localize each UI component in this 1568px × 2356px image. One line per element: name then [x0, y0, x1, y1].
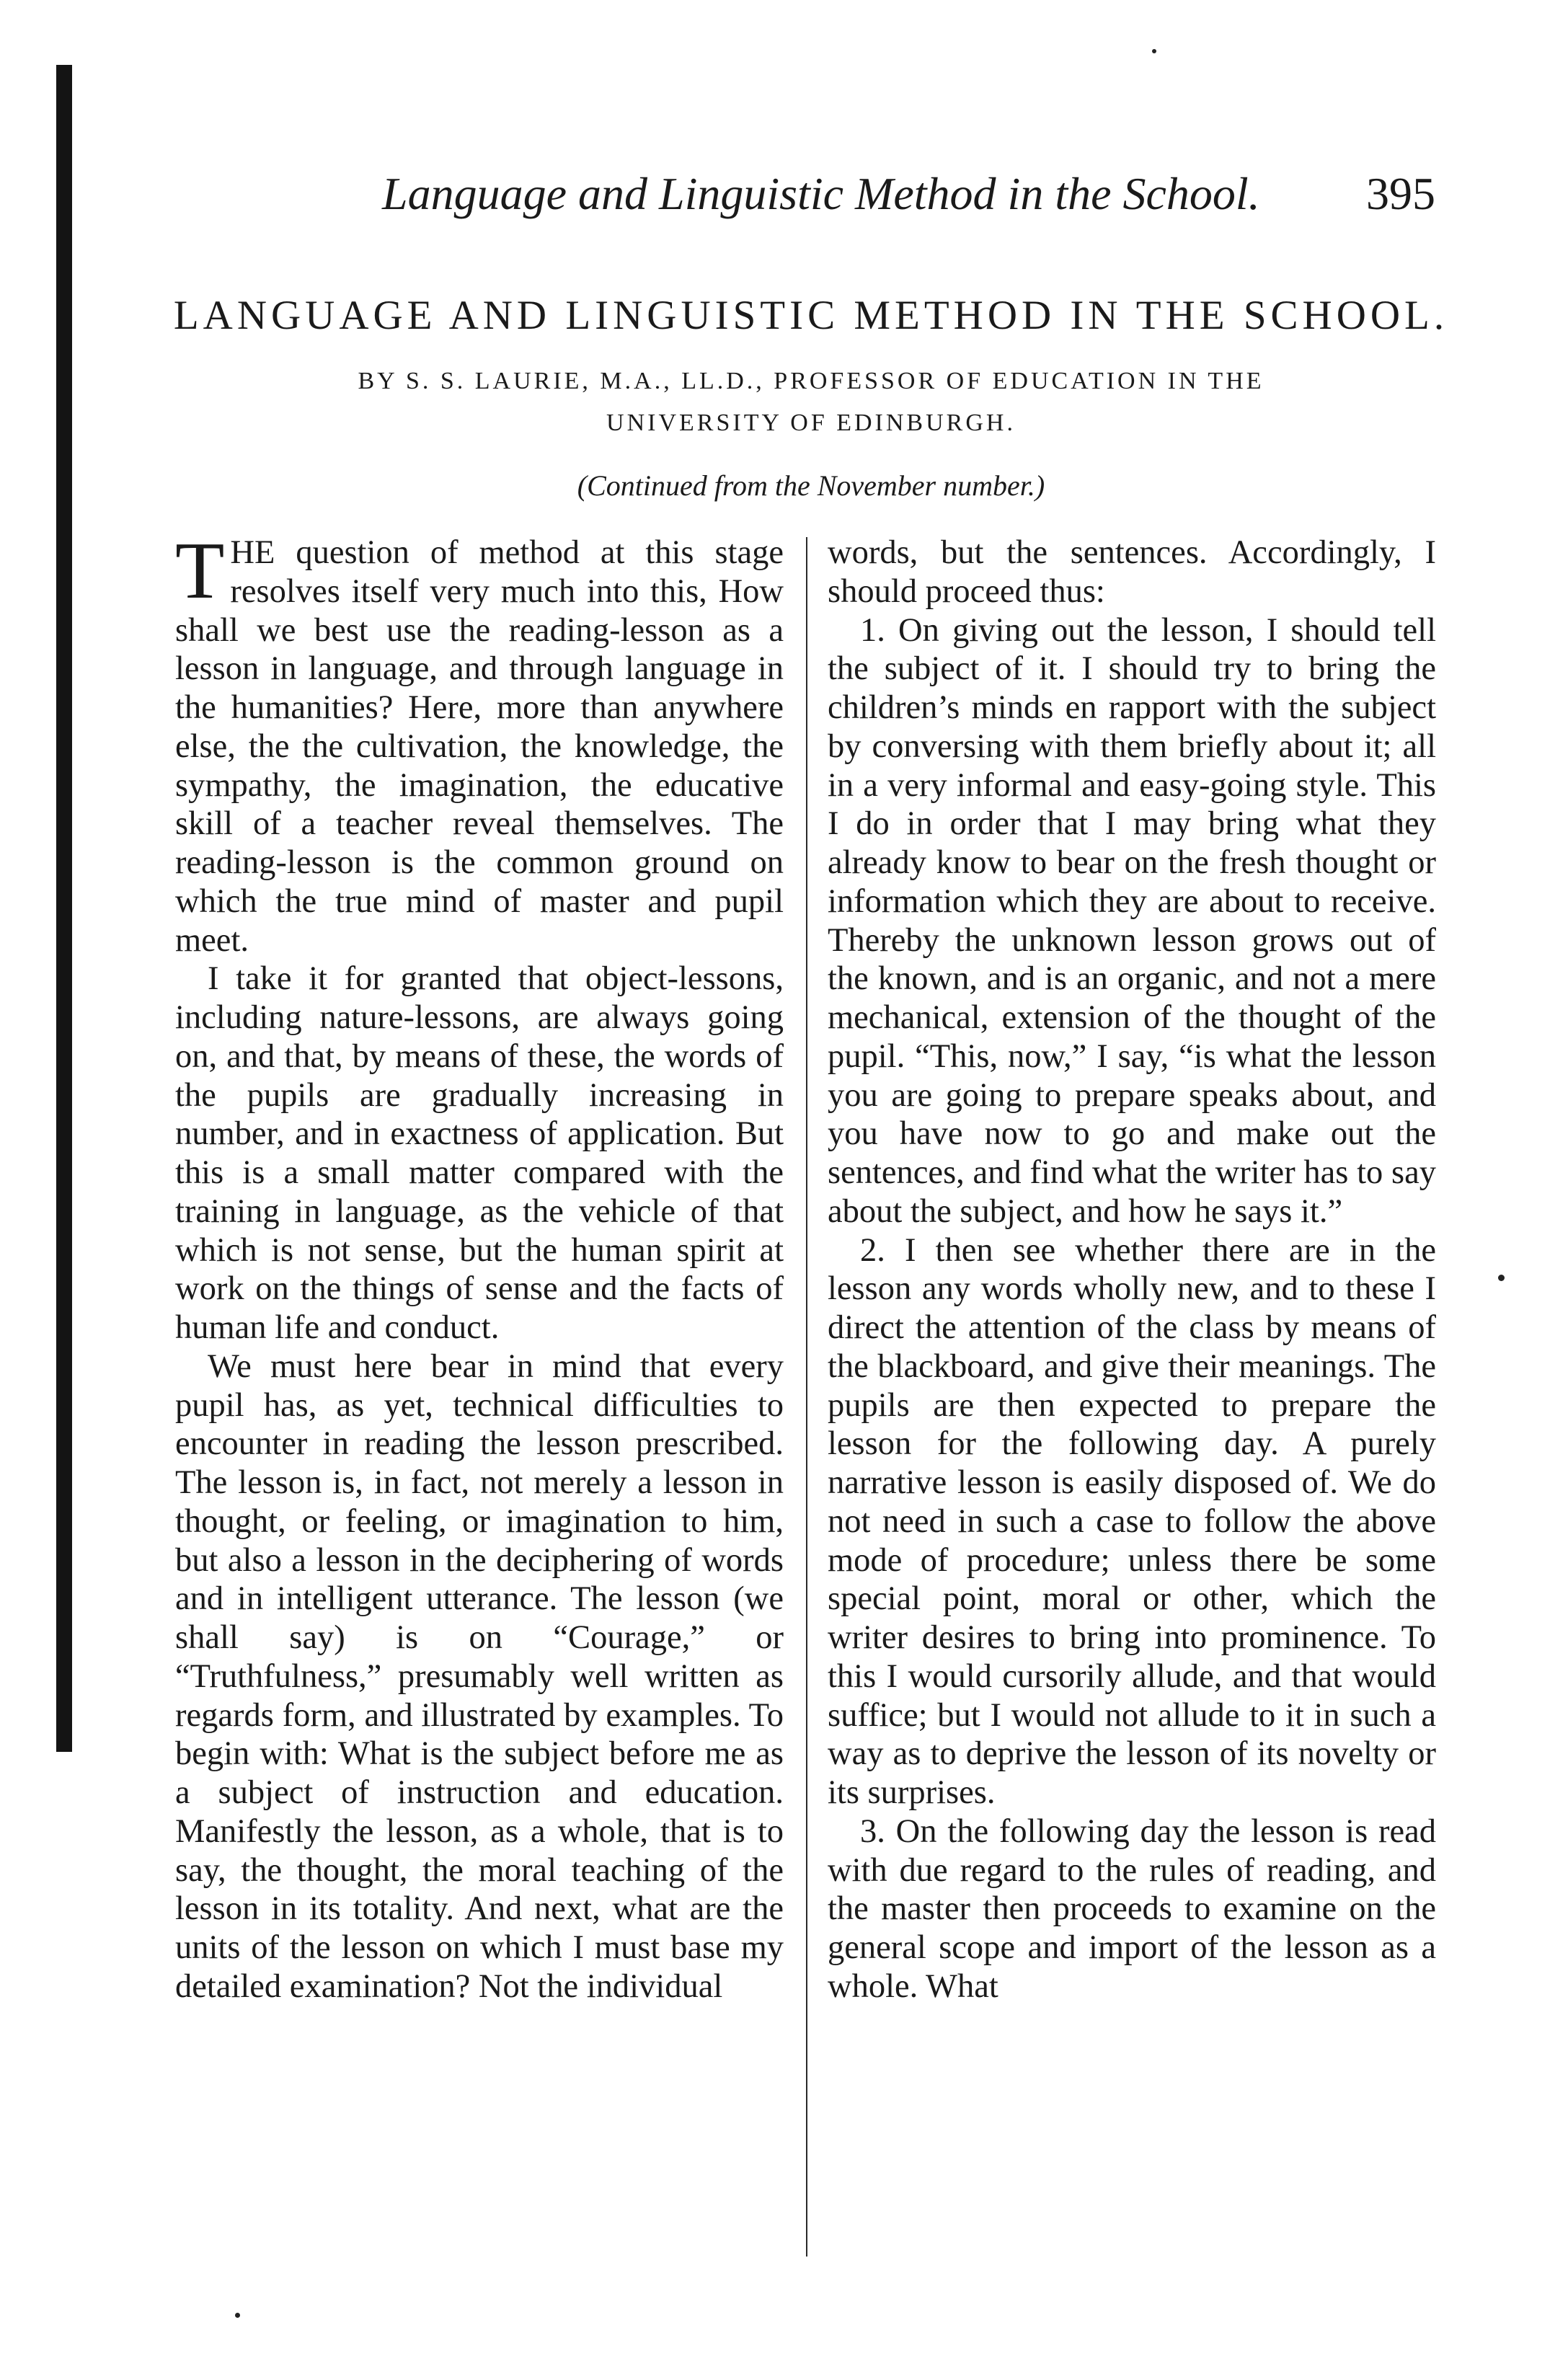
paragraph-3: We must here bear in mind that every pupil has, as yet, technical difficulties to encounter in reading the lesson prescribed. The lesson is, in fact, not merely a lesson in thought, or feeling, or imagination to him, but also a lesson in the deciphering of words and in intelligent utterance. The lesson (we shall say) is on “Courage,” or “Truthfulness,” presumably well written as regards form, and illustrated by examples. To begin with: What is the subject before me as a subject of instruction and education. Manifestly the lesson, as a whole, that is to say, the thought, the moral teaching of the lesson in its totality. And next, what are the units of the lesson on which I must base my detailed examination? Not the individual — [175, 1347, 784, 2005]
paragraph-6: 2. I then see whether there are in the lesson any words wholly new, and to these I direct the attention of the class by means of the blackboard, and give their meanings. The pupils are then expected to prepare the lesson for the following day. A purely narrative lesson is easily disposed of. We do not need in such a case to follow the above mode of procedure; unless there be some special point, moral or other, which the writer desires to bring into prominence. To this I would cursorily allude, and that would suffice; but I would not allude to it in such a way as to deprive the lesson of its novelty or its surprises. — [828, 1231, 1436, 1811]
paragraph-1 — [175, 526, 784, 960]
right-column — [828, 533, 1436, 2006]
page-number: 395 — [1366, 168, 1435, 219]
paragraph-2: I take it for granted that object-lessons, including nature-lessons, are always going on, and that, by means of these, the words of the pupils are gradually increasing in number, and in exactness of application. But this is a small matter compared with the training in language, as the vehicle of that which is not sense, but the human spirit at work on the things of sense and the facts of human life and conduct. — [175, 960, 784, 1346]
running-head: Language and Linguistic Method in the School. — [382, 168, 1260, 219]
byline-line-2: UNIVERSITY OF EDINBURGH. — [606, 409, 1016, 436]
paragraph-4: words, but the sentences. Accordingly, I should proceed thus: — [828, 534, 1436, 610]
byline-line-1: BY S. S. LAURIE, M.A., LL.D., PROFESSOR OF EDUCATION IN THE — [358, 368, 1264, 394]
paragraph-7: 3. On the following day the lesson is read with due regard to the rules of reading, and the master then proceeds to examine on the general scope and import of the lesson as a whole. What — [828, 1812, 1436, 2005]
paragraph-5: 1. On giving out the lesson, I should tell the subject of it. I should try to bring the children’s minds en rapport with the subject by conversing with them briefly about it; all in a very informal and easy-going style. This I do in order that I may bring what they already know to bear on the fresh thought or information which they are about to receive. Thereby the unknown lesson grows out of the known, and is an organic, and not a mere mechanical, extension of the thought of the pupil. “This, now,” I say, “is what the lesson you are going to prepare speaks about, and you have now to go and make out the sentences, and find what the writer has to say about the subject, and how he says it.” — [828, 611, 1436, 1230]
scan-speck — [1152, 49, 1156, 53]
scan-speck — [235, 2313, 240, 2318]
paragraph-1-text: HE question of method at this stage resolves itself very much into this, How shall we best use the reading-lesson as a lesson in language, and through language in the humanities? Here, more than anywhere else, the the cultivation, the knowledge, the sympathy, the imagination, the educative skill of a teacher reveal themselves. The reading-lesson is the common ground on which the true mind of master and pupil meet. — [175, 534, 784, 959]
scanned-binding-edge — [56, 65, 72, 1752]
article-title: LANGUAGE AND LINGUISTIC METHOD IN THE SCHOOL. — [173, 293, 1449, 338]
column-rule — [806, 537, 807, 2257]
scan-speck — [1498, 1275, 1505, 1281]
continued-note: (Continued from the November number.) — [577, 469, 1045, 502]
scanned-binding-edge-lower — [63, 1658, 71, 1752]
left-column — [175, 526, 784, 2006]
drop-cap: T — [175, 526, 225, 616]
